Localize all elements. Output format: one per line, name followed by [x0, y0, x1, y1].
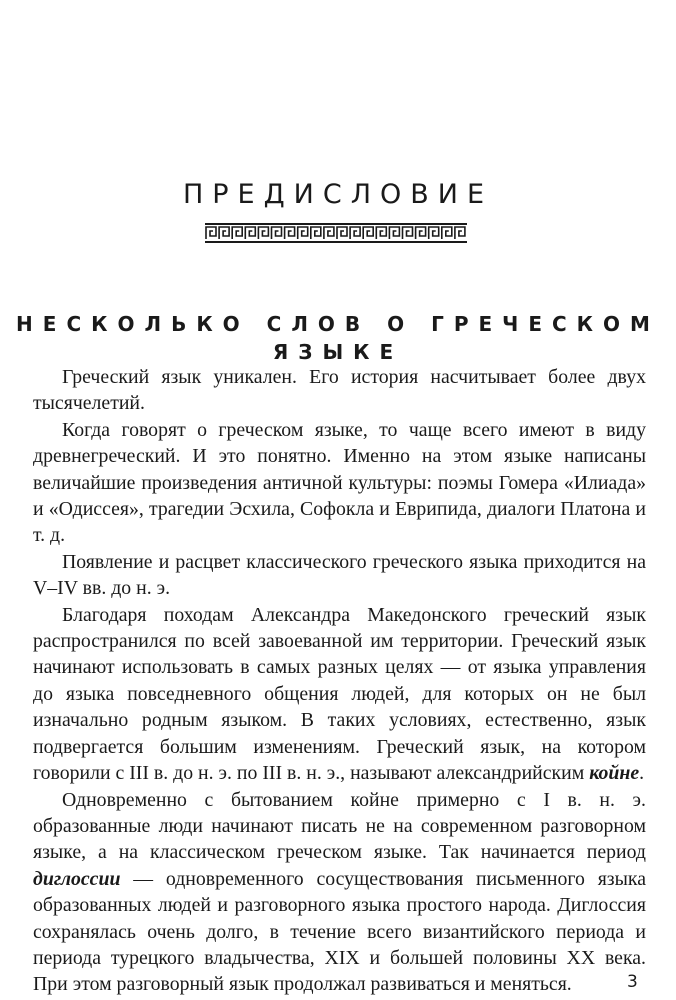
body-text: [33, 364, 646, 998]
term-diglossia: диглоссии: [33, 867, 121, 890]
paragraph-3: Появление и расцвет классического греческого языка приходится на V–IV вв. до н. э.: [33, 550, 646, 600]
chapter-title: ПРЕДИСЛОВИЕ: [182, 179, 494, 210]
paragraph-2: Когда говорят о греческом языке, то чаще всего имеют в виду древнегреческий. И это понятно. Именно на этом языке написаны величайшие произведения античной культуры: поэмы Гомера «Илиада» и «Одиссея», трагедии Эсхила, Софокла и Еврипида, диалоги Платона и т. д.: [33, 418, 646, 547]
page-number: 3: [627, 972, 638, 992]
paragraph-1: Греческий язык уникален. Его история насчитывает более двух тысячелетий.: [33, 366, 646, 415]
section-title: НЕСКОЛЬКО СЛОВ О ГРЕЧЕСКОМ ЯЗЫКЕ: [16, 312, 660, 364]
greek-meander-ornament: [205, 223, 467, 243]
term-koine: койне: [589, 762, 640, 785]
paragraph-4: Благодаря походам Александра Македонского греческий язык распространился по всей завоеванной им территории. Греческий язык начинают использовать в самых разных целях — от языка управления до языка повседневного общения людей, для которых он не был изначально родным языком. В таких условиях, естественно, язык подвергается большим изменениям. Греческий язык, на котором говорили с III в. до н. э. по III в. н. э., называют александрийским койне.: [33, 603, 646, 785]
paragraph-5: Одновременно с бытованием койне примерно с I в. н. э. образованные люди начинают писать не на современном разговорном языке, а на классическом греческом языке. Так начинается период диглоссии — одновременного сосуществования письменного языка образованных людей и разговорного языка простого народа. Диглоссия сохранялась очень долго, в течение всего византийского периода и периода турецкого владычества, XIX и большей половины XX века. При этом разговорный язык продолжал развиваться и меняться.: [33, 788, 646, 996]
